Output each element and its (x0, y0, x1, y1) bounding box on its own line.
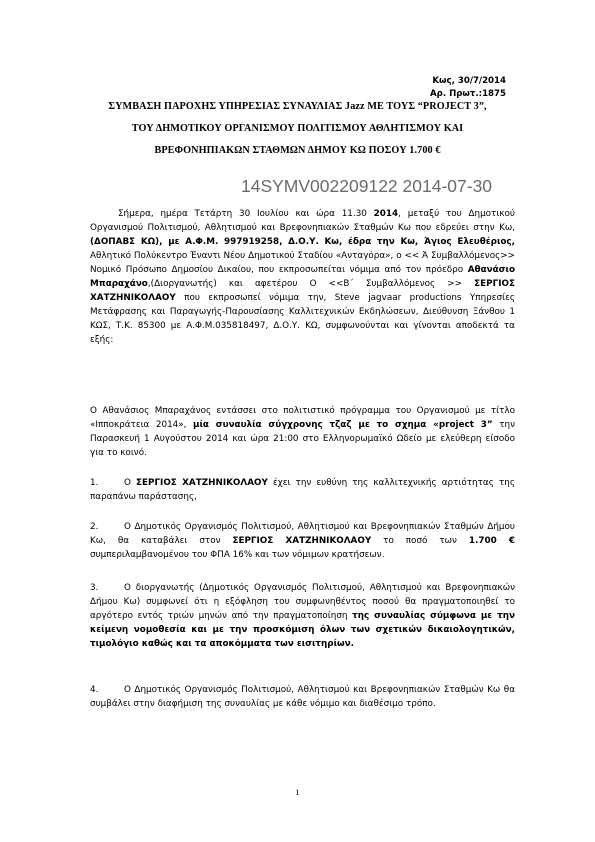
clause-text: έχει την ευθύνη της καλλιτεχνικής αρτιότητας της παραπάνω παράστασης, (90, 478, 515, 502)
clause-number: 1. (90, 478, 99, 488)
intro-year: 2014 (373, 209, 399, 219)
intro-text-5: που εκπροσωπεί νόμιμα την, Steve jagvaar productions Υπηρεσίες Μετάφρασης και Παραγωγής-Παρουσίασης Καλλιτεχνικών Εκδηλώσεων, Διεύθυνση Ξάνθου 1 ΚΩΣ, Τ.Κ. 85300 με Α.Φ.Μ.035818497, Δ.Ο.Υ. ΚΩ, συμφωνούνται και γίνονται αποδεκτά τα εξής: (90, 293, 515, 345)
program-text-2: την Παρασκευή 1 Αυγούστου 2014 και ώρα 21:00 στο Ελληνορωμαϊκό Ωδείο με ελεύθερη είσοδο για το κοινό. (90, 420, 515, 458)
title-line-1: ΣΥΜΒΑΣΗ ΠΑΡΟΧΗΣ ΥΠΗΡΕΣΙΑΣ ΣΥΝΑΥΛΙΑΣ Jazz ΜΕ ΤΟΥΣ “PROJECT 3”, (108, 101, 487, 112)
intro-contractor-name: ΣΕΡΓΙΟΣ ΧΑΤΖΗΝΙΚΟΛΑΟΥ (90, 279, 515, 303)
intro-organization-details: (ΔΟΠΑΒΣ ΚΩ), με Α.Φ.Μ. 997919258, Δ.Ο.Υ. Κω, έδρα την Κω, Άγιος Ελευθέριος, (90, 237, 515, 247)
clause-text: Ο (124, 478, 136, 488)
clause-text: Ο διοργανωτής (Δημοτικός Οργανισμός Πολιτισμού, Αθλητισμού και Βρεφονηπιακών Δήμου Κω) συμφωνεί ότι η εξόφληση του συμφωνηθέντος ποσού θα πραγματοποιηθεί το αργότερο εντός τριών μηνών από την πραγματοποίηση (90, 583, 515, 621)
clause-text: Ο Δημοτικός Οργανισμός Πολιτισμού, Αθλητισμού και Βρεφονηπιακών Σταθμών Δήμου Κω, θα καταβάλει στον (90, 522, 515, 546)
clause-2 (90, 520, 515, 562)
clause-number: 3. (90, 583, 99, 593)
intro-text-4: ,(Διοργανωτής) και αφετέρου Ο <<Β΄ Συμβαλλόμενος >> (147, 279, 475, 289)
clause-number: 4. (90, 685, 99, 695)
program-paragraph (90, 404, 515, 460)
title-line-2: ΤΟΥ ΔΗΜΟΤΙΚΟΥ ΟΡΓΑΝΙΣΜΟΥ ΠΟΛΙΤΙΣΜΟΥ ΑΘΛΗΤΙΣΜΟΥ ΚΑΙ (131, 123, 464, 134)
page-number: 1 (295, 787, 300, 797)
intro-text-2: , μεταξύ του Δημοτικού Οργανισμού Πολιτισμού, Αθλητισμού και Βρεφονηπιακών Σταθμών Κω που εδρεύει στην Κω, (90, 209, 515, 233)
intro-text-3: Αθλητικό Πολύκεντρο Έναντι Νέου Δημοτικού Σταδίου «Ανταγόρα», ο << Ά Συμβαλλόμενος>> Νομικό Πρόσωπο Δημοσίου Δικαίου, που εκπροσωπείται νόμιμα από τον πρόεδρο (90, 251, 515, 275)
clause-3 (90, 581, 515, 651)
clause-bold-text: ΣΕΡΓΙΟΣ ΧΑΤΖΗΝΙΚΟΛΑΟΥ (232, 536, 372, 546)
clause-number: 2. (90, 522, 99, 532)
clause-4 (90, 683, 515, 711)
intro-text-1: Σήμερα, ημέρα Τετάρτη 30 Ιουλίου και ώρα 11.30 (118, 209, 374, 219)
title-line-3: ΒΡΕΦΟΝΗΠΙΑΚΩΝ ΣΤΑΘΜΩΝ ΔΗΜΟΥ ΚΩ ΠΟΣΟΥ 1.700 € (154, 145, 441, 156)
clause-amount: 1.700 € (468, 536, 516, 546)
clause-bold-text: ΣΕΡΓΙΟΣ ΧΑΤΖΗΝΙΚΟΛΑΟΥ (135, 478, 268, 488)
header-protocol-number: Αρ. Πρωτ.:1875 (430, 89, 506, 99)
program-concert-title: μία συναυλία σύγχρονης τζαζ με το σχημα «project 3” (193, 420, 493, 430)
header-place-date: Κως, 30/7/2014 (432, 76, 506, 86)
program-text-1: Ο Αθανάσιος Μπαραχάνος εντάσσει στο πολιτιστικό πρόγραμμα του Οργανισμού με τίτλο «Ιπποκράτεια 2014», (90, 406, 515, 430)
intro-paragraph (90, 207, 515, 347)
diavgeia-stamp: 14SYMV002209122 2014-07-30 (241, 176, 493, 196)
clause-text: Ο Δημοτικός Οργανισμός Πολιτισμού, Αθλητισμού και Βρεφονηπιακών Σταθμών Κω θα συμβάλει στην διαφήμιση της συναυλίας με κάθε νόμιμο και διαθέσιμο τρόπο. (90, 685, 515, 709)
intro-president-name: Αθανάσιο Μπαραχάνο (90, 265, 515, 289)
clause-text: το ποσό των (371, 536, 469, 546)
clause-text: συμπεριλαμβανομένου του ΦΠΑ 16% και των νόμιμων κρατήσεων. (90, 550, 385, 560)
clause-1 (90, 476, 515, 504)
clause-bold-text: της συναυλίας σύμφωνα με την κείμενη νομοθεσία και με την προσκόμιση όλων των σχετικών δικαιολογητικών, τιμολόγιο καθώς και τα αποκόμματα των εισιτηρίων. (90, 611, 515, 649)
